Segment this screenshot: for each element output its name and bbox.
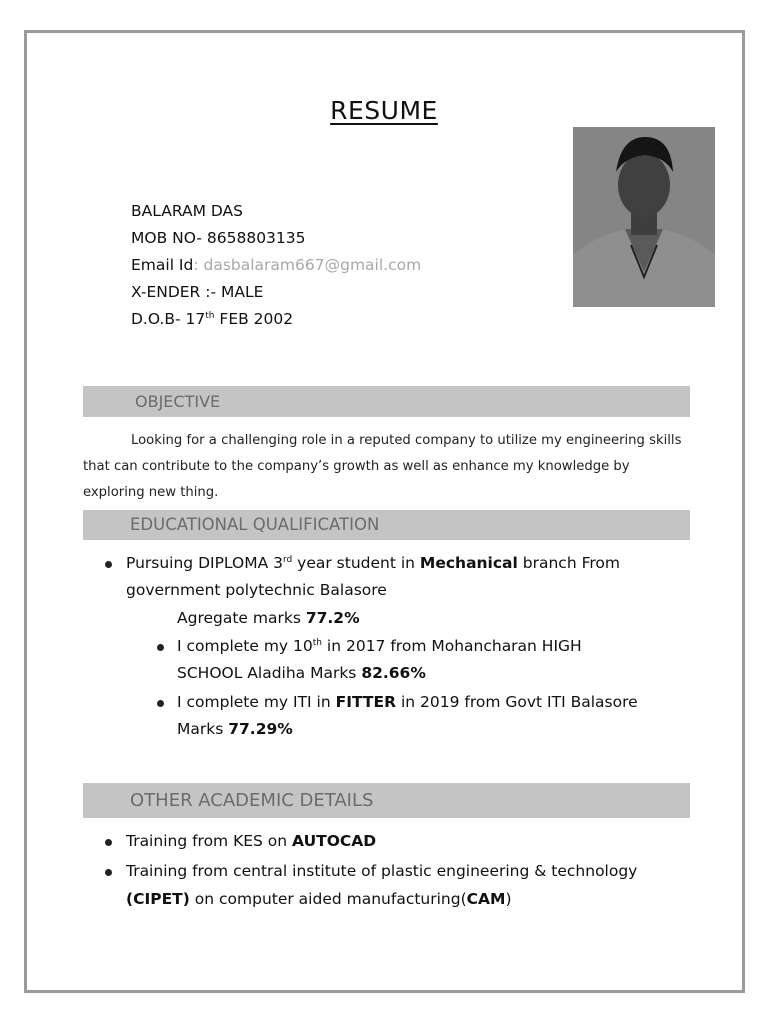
edu-item-diploma: Pursuing DIPLOMA 3rd year student in Mechanical branch From [126,554,620,572]
gender: X-ENDER :- MALE [131,283,264,301]
email-line [131,252,421,279]
edu-item-diploma-line2: government polytechnic Balasore [126,581,387,599]
mobile-number: MOB NO- 8658803135 [131,229,306,247]
candidate-name: BALARAM DAS [131,202,243,220]
objective-text: Looking for a challenging role in a reputed company to utilize my engineering skills that can contribute to the company’s growth as well as enhance my knowledge by exploring new thing. [83,433,682,500]
edu-item-diploma-marks: Agregate marks 77.2% [177,609,360,627]
contact-info [131,198,421,333]
email-link[interactable]: : dasbalaram667@gmail.com [193,256,422,274]
profile-photo [573,127,715,307]
education-heading: EDUCATIONAL QUALIFICATION [83,510,690,540]
edu-item-10th: I complete my 10th in 2017 from Mohancharan HIGH [177,637,582,655]
other-item-cipet: Training from central institute of plastic engineering & technology [126,862,638,880]
edu-item-iti-line2: Marks 77.29% [177,720,293,738]
edu-item-iti: I complete my ITI in FITTER in 2019 from Govt ITI Balasore [177,693,638,711]
bullet-icon [105,869,112,876]
objective-heading: OBJECTIVE [83,386,690,417]
date-of-birth: D.O.B- 17th FEB 2002 [131,310,294,328]
resume-title: RESUME [330,96,438,125]
email-label: Email Id [131,256,194,274]
bullet-icon [105,561,112,568]
other-item-autocad: Training from KES on AUTOCAD [126,832,377,850]
other-academic-heading: OTHER ACADEMIC DETAILS [83,783,690,818]
bullet-icon [105,839,112,846]
bullet-icon [157,644,164,651]
other-item-cipet-line2: (CIPET) on computer aided manufacturing(CAM) [126,890,512,908]
edu-item-10th-line2: SCHOOL Aladiha Marks 82.66% [177,664,426,682]
bullet-icon [157,700,164,707]
